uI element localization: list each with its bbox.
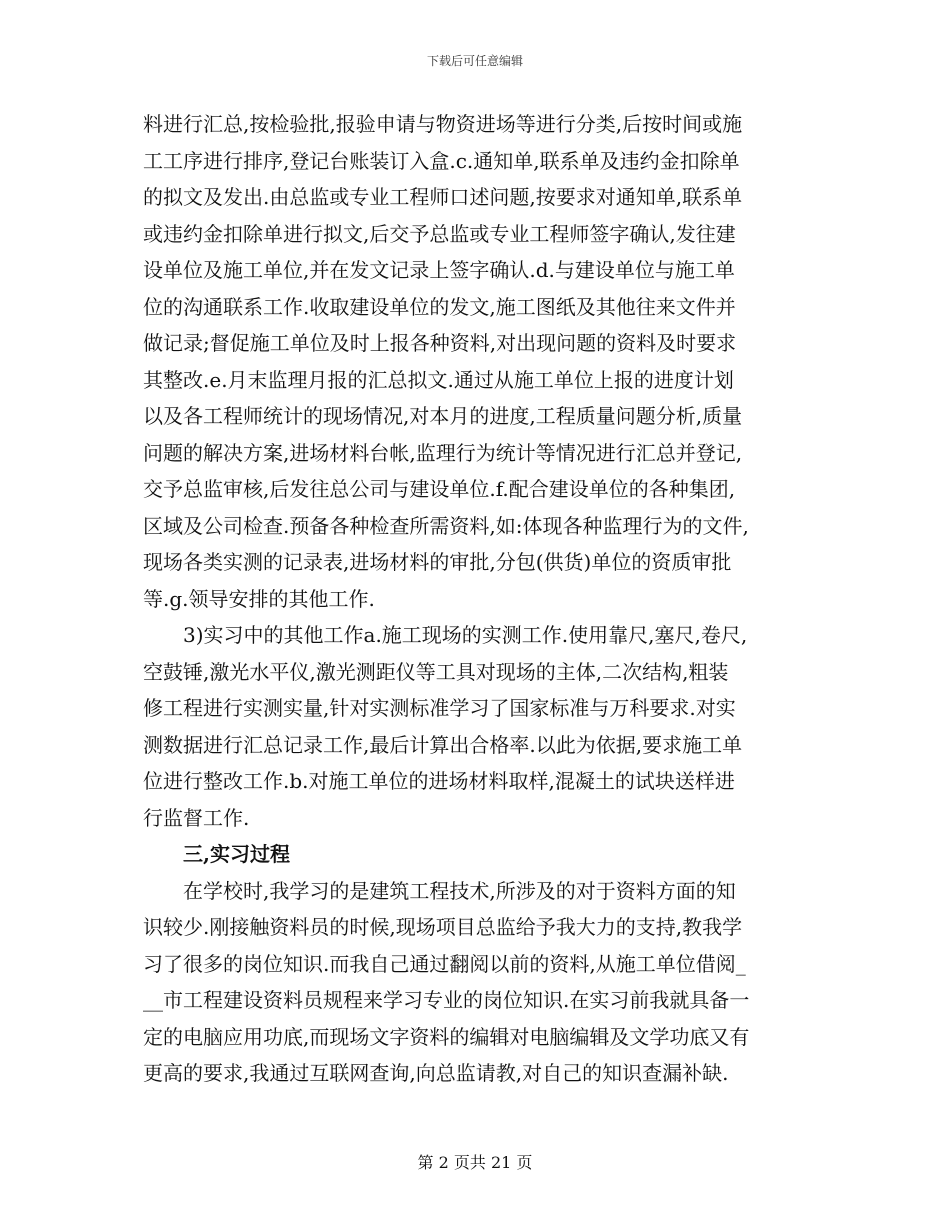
body-text-line: 测数据进行汇总记录工作,最后计算出合格率.以此为依据,要求施工单 <box>143 732 743 757</box>
body-text-line: 修工程进行实测实量,针对实测标准学习了国家标准与万科要求.对实 <box>143 696 736 720</box>
body-text-line: 现场各类实测的记录表,进场材料的审批,分包(供货)单位的资质审批 <box>143 550 732 574</box>
body-text-line: 识较少.刚接触资料员的时候,现场项目总监给予我大力的支持,教我学 <box>143 915 743 939</box>
body-text-line: 其整改.e.月末监理月报的汇总拟文.通过从施工单位上报的进度计划 <box>143 367 734 392</box>
body-text-line: 问题的解决方案,进场材料台帐,监理行为统计等情况进行汇总并登记, <box>143 440 743 465</box>
body-text-line: 等.g.领导安排的其他工作. <box>143 586 375 611</box>
body-text-line: 做记录;督促施工单位及时上报各种资料,对出现问题的资料及时要求 <box>143 331 737 355</box>
body-text-line: 空鼓锤,激光水平仪,激光测距仪等工具对现场的主体,二次结构,粗装 <box>143 659 729 684</box>
body-text-line: 料进行汇总,按检验批,报验申请与物资进场等进行分类,后按时间或施 <box>143 112 743 136</box>
body-text-line: 区域及公司检查.预备各种检查所需资料,如:体现各种监理行为的文件, <box>143 513 749 538</box>
body-text-line: 更高的要求,我通过互联网查询,向总监请教,对自己的知识查漏补缺. <box>143 1061 729 1085</box>
body-text-line: __市工程建设资料员规程来学习专业的岗位知识.在实习前我就具备一 <box>143 988 750 1012</box>
section-heading: 三,实习过程 <box>183 842 290 866</box>
body-text-line: 以及各工程师统计的现场情况,对本月的进度,工程质量问题分析,质量 <box>143 404 743 428</box>
body-text-line: 定的电脑应用功底,而现场文字资料的编辑对电脑编辑及文学功底又有 <box>143 1024 750 1049</box>
body-text-line: 或违约金扣除单进行拟文,后交予总监或专业工程师签字确认,发往建 <box>143 221 736 246</box>
body-text-line: 位进行整改工作.b.对施工单位的进场材料取样,混凝土的试块送样进 <box>143 769 735 793</box>
body-text-line: 交予总监审核,后发往总公司与建设单位.f.配合建设单位的各种集团, <box>143 477 736 501</box>
body-text-line: 设单位及施工单位,并在发文记录上签字确认.d.与建设单位与施工单 <box>143 258 735 282</box>
body-text-line: 位的沟通联系工作.收取建设单位的发文,施工图纸及其他往来文件并 <box>143 294 736 319</box>
page-number-footer: 第 2 页共 21 页 <box>417 1153 533 1172</box>
document-body <box>143 106 823 1092</box>
page-header-note: 下载后可任意编辑 <box>426 54 523 68</box>
paragraph-first-line: 3)实习中的其他工作a.施工现场的实测工作.使用靠尺,塞尺,卷尺, <box>183 623 748 647</box>
body-text-line: 习了很多的岗位知识.而我自己通过翻阅以前的资料,从施工单位借阅_ <box>143 951 746 976</box>
body-text-line: 的拟文及发出.由总监或专业工程师口述问题,按要求对通知单,联系单 <box>143 185 743 209</box>
body-text-line: 行监督工作. <box>143 805 250 830</box>
paragraph-first-line: 在学校时,我学习的是建筑工程技术,所涉及的对于资料方面的知 <box>183 878 736 903</box>
body-text-line: 工工序进行排序,登记台账装订入盒.c.通知单,联系单及违约金扣除单 <box>143 148 740 173</box>
